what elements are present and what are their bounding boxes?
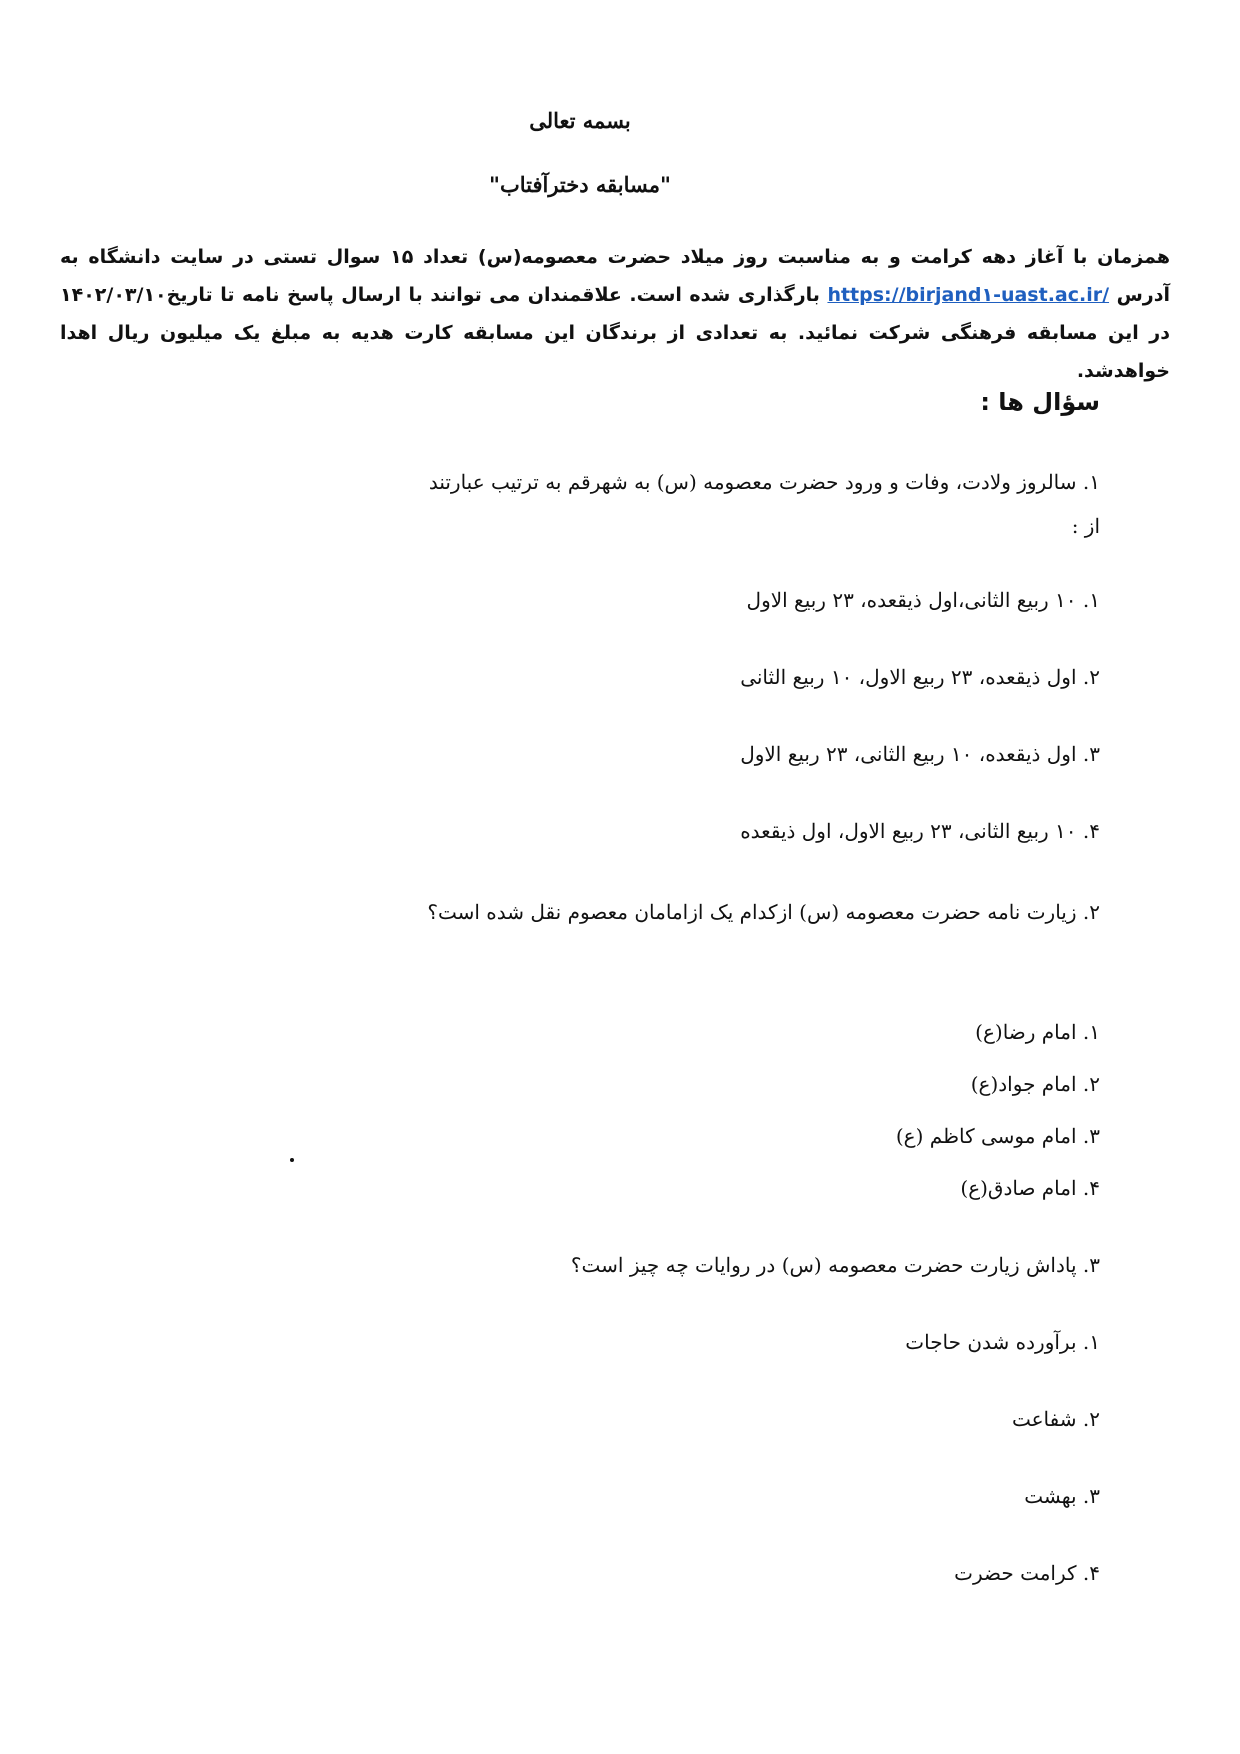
question-1-text: ۱. سالروز ولادت، وفات و ورود حضرت معصومه (س) به شهرقم به ترتیب عبارتند از : [428,470,1100,538]
university-website-link[interactable]: https://birjand۱-uast.ac.ir/ [827,284,1110,306]
question-2-text: ۲. زیارت نامه حضرت معصومه (س) ازکدام یک ازامامان معصوم نقل شده است؟ [427,900,1100,924]
question-1-option-3: ۳. اول ذیقعده، ۱۰ ربیع الثانی، ۲۳ ربیع الاول [740,742,1100,766]
question-2-option-1: ۱. امام رضا(ع) [975,1020,1100,1044]
stray-dot-mark [290,1158,294,1162]
intro-text-part1: همزمان با آغاز دهه کرامت و به مناسبت روز میلاد حضرت معصومه(س) تعداد ۱۵ سوال تستی در سایت دانشگاه به آدرس [60,246,1170,306]
competition-title: "مسابقه دخترآفتاب" [489,172,671,197]
questions-heading: سؤال ها : [980,388,1100,416]
question-3-option-4: ۴. کرامت حضرت [954,1561,1100,1585]
question-3-option-2: ۲. شفاعت [1011,1407,1100,1431]
intro-paragraph [60,238,1170,390]
basmala-title: بسمه تعالی [529,108,631,133]
question-2-option-2: ۲. امام جواد(ع) [970,1072,1100,1096]
question-3-text: ۳. پاداش زیارت حضرت معصومه (س) در روایات چه چیز است؟ [570,1253,1100,1277]
intro-text-part2: بارگذاری شده است. علاقمندان می توانند با ارسال پاسخ نامه تا تاریخ۱۴۰۲/۰۳/۱۰ در این مسابقه فرهنگی شرکت نمائید. به تعدادی از برندگان این مسابقه کارت هدیه به مبلغ یک میلیون ریال اهدا خواهدشد. [60,284,1170,382]
question-1-option-1: ۱. ۱۰ ربیع الثانی،اول ذیقعده، ۲۳ ربیع الاول [746,588,1100,612]
question-2-option-3: ۳. امام موسی کاظم (ع) [895,1124,1100,1148]
question-3-option-1: ۱. برآورده شدن حاجات [905,1330,1100,1354]
question-1-option-2: ۲. اول ذیقعده، ۲۳ ربیع الاول، ۱۰ ربیع الثانی [740,665,1100,689]
question-2-option-4: ۴. امام صادق(ع) [960,1176,1100,1200]
question-1-option-4: ۴. ۱۰ ربیع الثانی، ۲۳ ربیع الاول، اول ذیقعده [740,819,1100,843]
question-3-option-3: ۳. بهشت [1024,1484,1100,1508]
